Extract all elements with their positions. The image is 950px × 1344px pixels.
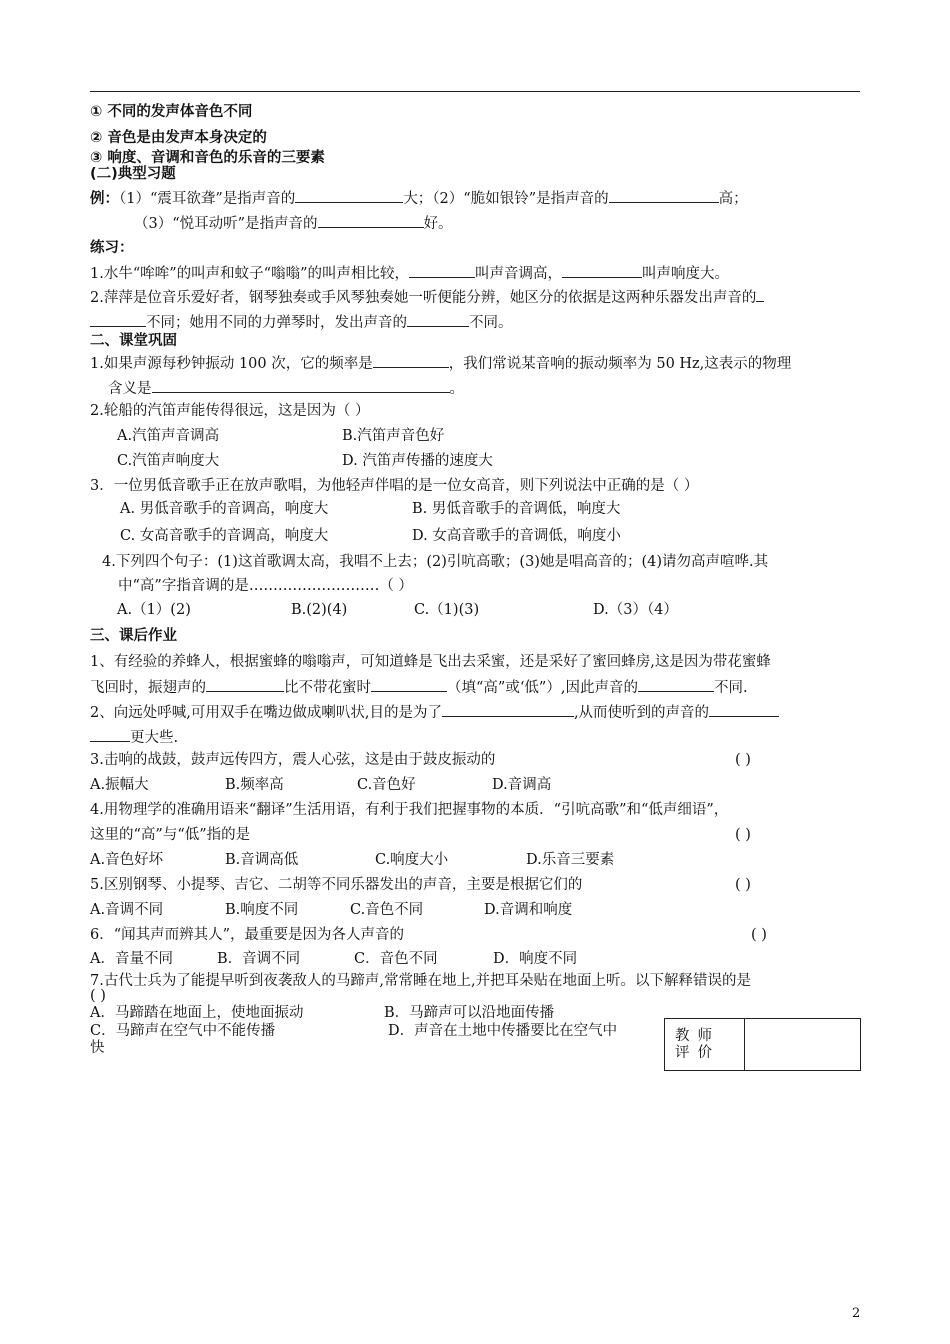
s2-q2: 2.轮船的汽笛声能传得很远，这是因为（ ）	[90, 403, 370, 419]
section2-title: 二、课堂巩固	[90, 333, 177, 349]
s3-q5-option-b[interactable]: B.响度不同	[225, 902, 299, 918]
s3-q2-blank-1[interactable]	[442, 702, 574, 717]
practice-q2-text-a: 2.萍萍是位音乐爱好者，钢琴独奏或手风琴独奏她一听便能分辨，她区分的依据是这两种乐器发出声音的	[90, 290, 757, 306]
s3-q7-option-d-continued: 快	[90, 1040, 105, 1056]
s3-q3: 3.击响的战鼓，鼓声远传四方，震人心弦，这是由于鼓皮振动的	[90, 752, 496, 768]
s2-q1-text-b: ，我们常说某音响的振动频率为 50 Hz,这表示的物理	[448, 356, 792, 372]
s2-q1-blank-2[interactable]	[152, 378, 450, 393]
point-3: ③ 响度、音调和音色的乐音的三要素	[90, 150, 325, 166]
practice-q2-blank-1b[interactable]	[90, 312, 146, 327]
s3-q4-line-1: 4.用物理学的准确用语来“翻译”生活用语，有利于我们把握事物的本质．“引吭高歌”和“低声细语”，	[90, 802, 729, 818]
eval-label-line-2: 评价	[675, 1045, 720, 1061]
section3-title: 三、课后作业	[90, 628, 177, 644]
s2-q4-option-b[interactable]: B.(2)(4)	[291, 602, 348, 618]
s3-q1-text-b: 飞回时，振翅声的	[90, 680, 206, 696]
example-part1-end: 大；	[403, 191, 433, 207]
s3-q7-option-d[interactable]: D．声音在土地中传播要比在空气中	[388, 1023, 618, 1039]
s3-q7-answer-paren[interactable]: ( )	[90, 988, 106, 1004]
s2-q4-option-a[interactable]: A.（1）(2)	[117, 602, 191, 618]
s3-q5: 5.区别钢琴、小提琴、吉它、二胡等不同乐器发出的声音，主要是根据它们的	[90, 877, 583, 893]
s2-q1-text-a: 1.如果声源每秒钟振动 100 次，它的频率是	[90, 356, 373, 372]
s2-q2-option-c[interactable]: C.汽笛声响度大	[117, 453, 220, 469]
s3-q1-line-2	[90, 677, 748, 697]
s3-q2-line-2	[90, 727, 178, 747]
eval-divider	[744, 1019, 745, 1070]
s3-q2-blank-2b[interactable]	[90, 727, 130, 742]
s3-q6: 6．“闻其声而辨其人”，最重要是因为各人声音的	[90, 927, 405, 943]
practice-q2-blank-2[interactable]	[407, 312, 469, 327]
s3-q2-blank-2a[interactable]	[709, 702, 779, 717]
s3-q2-line-1	[90, 702, 779, 722]
example-part2: （2）“脆如银铃”是指声音的	[432, 191, 609, 207]
s3-q5-option-a[interactable]: A.音调不同	[90, 902, 164, 918]
s3-q3-option-a[interactable]: A.振幅大	[90, 777, 149, 793]
s3-q1-line-1: 1、有经验的养蜂人，根据蜜蜂的嗡嗡声，可知道蜂是飞出去采蜜，还是采好了蜜回蜂房,这是因为带花蜜蜂	[90, 654, 771, 670]
header-rule	[90, 91, 860, 92]
s3-q2-text-c: 更大些.	[130, 730, 179, 746]
s2-q1-text-d: 。	[449, 381, 464, 397]
page-number: 2	[852, 1306, 861, 1321]
s3-q1-text-e: 不同.	[713, 680, 748, 696]
s2-q3-option-c[interactable]: C. 女高音歌手的音调高，响度大	[120, 528, 329, 544]
s2-q3-option-a[interactable]: A. 男低音歌手的音调高，响度大	[120, 501, 329, 517]
s3-q3-option-c[interactable]: C.音色好	[357, 777, 416, 793]
s2-q2-option-d[interactable]: D. 汽笛声传播的速度大	[342, 453, 493, 469]
s3-q2-text-a: 2、向远处呼喊,可用双手在嘴边做成喇叭状,目的是为了	[90, 705, 442, 721]
s3-q1-text-c: 比不带花蜜时	[284, 680, 371, 696]
s3-q4-option-a[interactable]: A.音色好坏	[90, 852, 164, 868]
practice-q2-line-1	[90, 287, 764, 307]
practice-q2-blank-1a[interactable]	[756, 287, 764, 302]
s3-q3-answer-paren[interactable]: ( )	[735, 752, 751, 768]
s2-q3-option-d[interactable]: D. 女高音歌手的音调低，响度小	[412, 528, 621, 544]
s3-q3-option-b[interactable]: B.频率高	[225, 777, 284, 793]
s3-q4-option-c[interactable]: C.响度大小	[375, 852, 449, 868]
practice-q1-text-b: 叫声音调高，	[474, 266, 562, 282]
s3-q5-answer-paren[interactable]: ( )	[735, 877, 751, 893]
s3-q7-option-c[interactable]: C．马蹄声在空气中不能传播	[90, 1023, 276, 1039]
s2-q3-option-b[interactable]: B. 男低音歌手的音调低，响度大	[412, 501, 621, 517]
example-line-2	[134, 213, 453, 233]
s2-q1-line-2	[108, 378, 464, 398]
example-blank-1[interactable]	[295, 188, 403, 203]
example-part1: （1）“震耳欲聋”是指声音的	[119, 191, 296, 207]
s3-q1-text-d: （填“高”或‘低”）,因此声音的	[447, 680, 638, 696]
s3-q4-answer-paren[interactable]: ( )	[735, 827, 751, 843]
example-part2-end: 高；	[718, 191, 748, 207]
teacher-evaluation-box	[664, 1018, 861, 1071]
s2-q2-option-b[interactable]: B.汽笛声音色好	[342, 428, 445, 444]
practice-q1-text-a: 1.水牛“哞哞”的叫声和蚊子“嗡嗡”的叫声相比较，	[90, 266, 409, 282]
s3-q6-option-d[interactable]: D．响度不同	[493, 951, 578, 967]
s3-q5-option-d[interactable]: D.音调和响度	[484, 902, 573, 918]
s2-q3: 3．一位男低音歌手正在放声歌唱，为他轻声伴唱的是一位女高音，则下列说法中正确的是（ ）	[90, 478, 699, 494]
s2-q1-text-c: 含义是	[108, 381, 152, 397]
s3-q4-option-b[interactable]: B.音调高低	[225, 852, 299, 868]
practice-q1-text-c: 叫声响度大。	[641, 266, 729, 282]
s3-q6-answer-paren[interactable]: ( )	[751, 927, 767, 943]
section-typical-heading: (二)典型习题	[90, 166, 176, 182]
s3-q5-option-c[interactable]: C.音色不同	[350, 902, 424, 918]
s3-q6-option-c[interactable]: C．音色不同	[354, 951, 438, 967]
practice-label: 练习：	[90, 240, 134, 256]
example-part3: （3）“悦耳动听”是指声音的	[134, 216, 318, 232]
s3-q2-text-b: ,从而使听到的声音的	[573, 705, 710, 721]
s2-q1-blank-1[interactable]	[373, 353, 449, 368]
example-line-1	[90, 188, 748, 208]
practice-q2-text-b: 不同；她用不同的力弹琴时，发出声音的	[146, 315, 407, 331]
s3-q1-blank-1[interactable]	[206, 677, 284, 692]
s2-q4-line-2: 中“高”字指音调的是………………………（ ）	[118, 578, 413, 594]
s2-q2-option-a[interactable]: A.汽笛声音调高	[117, 428, 220, 444]
s3-q1-blank-2[interactable]	[371, 677, 447, 692]
s3-q7-line-1: 7.古代士兵为了能提早听到夜袭敌人的马蹄声,常常睡在地上,并把耳朵贴在地面上听。以下解释错误的是	[90, 973, 752, 989]
s3-q4-line-2: 这里的“高”与“低”指的是	[90, 827, 251, 843]
practice-q1-blank-2[interactable]	[562, 263, 642, 278]
point-1: ① 不同的发声体音色不同	[90, 104, 253, 120]
s2-q1-line-1	[90, 353, 791, 373]
example-blank-2[interactable]	[609, 188, 719, 203]
practice-q2-line-2	[90, 312, 513, 332]
practice-q1	[90, 263, 729, 283]
eval-label-line-1: 教师	[675, 1028, 720, 1044]
example-label: 例：	[90, 191, 119, 207]
practice-q1-blank-1[interactable]	[409, 263, 475, 278]
s2-q4-line-1: 4.下列四个句子：(1)这首歌调太高，我唱不上去；(2)引吭高歌；(3)她是唱高音的；(4)请勿高声喧哗.其	[102, 554, 769, 570]
s3-q3-option-d[interactable]: D.音调高	[492, 777, 552, 793]
point-2: ② 音色是由发声本身决定的	[90, 130, 267, 146]
s3-q4-option-d[interactable]: D.乐音三要素	[526, 852, 615, 868]
example-part3-end: 好。	[423, 216, 453, 232]
practice-q2-text-c: 不同。	[469, 315, 513, 331]
s2-q4-option-c[interactable]: C.（1)(3)	[414, 602, 480, 618]
s3-q7-option-a[interactable]: A．马蹄踏在地面上，使地面振动	[90, 1005, 304, 1021]
s3-q1-blank-3[interactable]	[638, 677, 714, 692]
example-blank-3[interactable]	[318, 213, 424, 228]
s3-q6-option-a[interactable]: A．音量不同	[90, 951, 173, 967]
s3-q6-option-b[interactable]: B．音调不同	[217, 951, 301, 967]
s3-q7-option-b[interactable]: B．马蹄声可以沿地面传播	[384, 1005, 555, 1021]
s2-q4-option-d[interactable]: D.（3）（4）	[593, 602, 678, 618]
